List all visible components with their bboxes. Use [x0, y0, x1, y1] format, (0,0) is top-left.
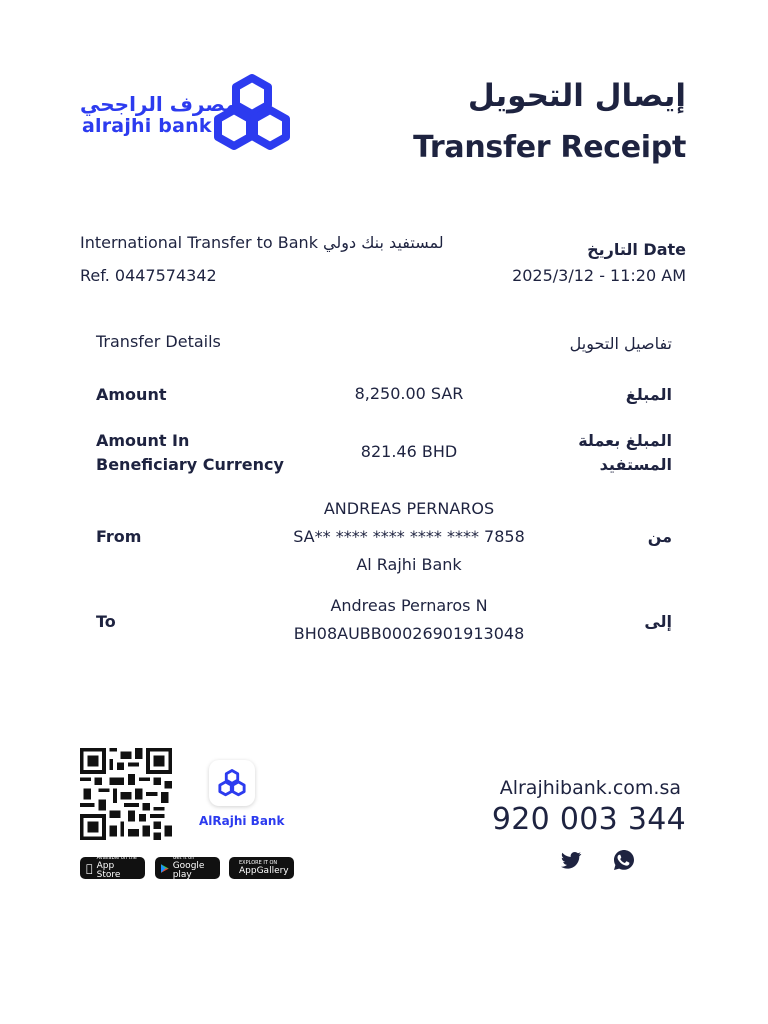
- app-name: AlRajhi Bank: [199, 814, 285, 828]
- beneficiary-amount-label-line2: Beneficiary Currency: [96, 455, 284, 474]
- beneficiary-amount-label-arabic: [578, 429, 672, 477]
- brand-name-arabic: مصرف الراجحي: [80, 92, 238, 116]
- section-title-arabic: تفاصيل التحويل: [569, 334, 672, 353]
- beneficiary-amount-value: 821.46 BHD: [360, 442, 458, 461]
- brand-name: alrajhi bank: [82, 115, 212, 137]
- from-name: ANDREAS PERNAROS: [323, 499, 495, 518]
- google-play-badge[interactable]: [155, 857, 220, 879]
- amount-value: 8,250.00 SAR: [354, 384, 464, 403]
- app-gallery-badge[interactable]: [229, 857, 294, 879]
- amount-label-arabic: المبلغ: [625, 385, 672, 404]
- twitter-icon[interactable]: [559, 848, 583, 872]
- beneficiary-amount-label-arabic-line2: المستفيد: [599, 455, 672, 474]
- date-value: 2025/3/12 - 11:20 AM: [512, 266, 686, 285]
- alrajhi-logo-icon: [210, 72, 294, 154]
- from-label: From: [96, 527, 142, 546]
- receipt-title-arabic: إيصال التحويل: [467, 78, 686, 114]
- beneficiary-amount-label-arabic-line1: المبلغ بعملة: [578, 431, 672, 450]
- alrajhi-app-logo-icon: [217, 768, 247, 798]
- whatsapp-icon[interactable]: [612, 848, 636, 872]
- app-gallery-small-text: EXPLORE IT ON: [239, 859, 278, 866]
- website-link[interactable]: Alrajhibank.com.sa: [499, 777, 681, 799]
- app-store-badge[interactable]: [80, 857, 145, 879]
- from-label-arabic: من: [647, 527, 672, 546]
- app-gallery-name: AppGallery: [239, 865, 289, 876]
- to-iban: BH08AUBB00026901913048: [293, 624, 525, 643]
- transfer-type: International Transfer to Bank لمستفيد بنك دولي: [80, 233, 444, 252]
- google-play-icon: [161, 863, 169, 874]
- receipt-title: Transfer Receipt: [413, 130, 686, 165]
- to-label: To: [96, 612, 116, 631]
- beneficiary-amount-label-line1: Amount In: [96, 431, 190, 450]
- to-name: Andreas Pernaros N: [330, 596, 488, 615]
- reference-number: Ref. 0447574342: [80, 266, 217, 285]
- phone-number[interactable]: 920 003 344: [491, 802, 686, 837]
- date-label: التاريخ Date: [587, 240, 686, 259]
- qr-code-icon: [80, 748, 172, 840]
- google-play-small-text: Get it on: [172, 855, 195, 861]
- section-title: Transfer Details: [96, 332, 221, 351]
- app-icon[interactable]: [209, 760, 255, 806]
- apple-icon: [86, 863, 93, 874]
- app-store-name: App Store: [90, 865, 135, 876]
- amount-label: Amount: [96, 385, 167, 404]
- from-details: [250, 495, 568, 579]
- app-store-small-text: Available on the: [90, 859, 131, 866]
- from-account: SA** **** **** **** **** 7858: [293, 527, 525, 546]
- from-bank: Al Rajhi Bank: [356, 555, 462, 574]
- to-details: [250, 592, 568, 648]
- to-label-arabic: إلى: [644, 612, 672, 631]
- google-play-name: Google play: [172, 861, 205, 880]
